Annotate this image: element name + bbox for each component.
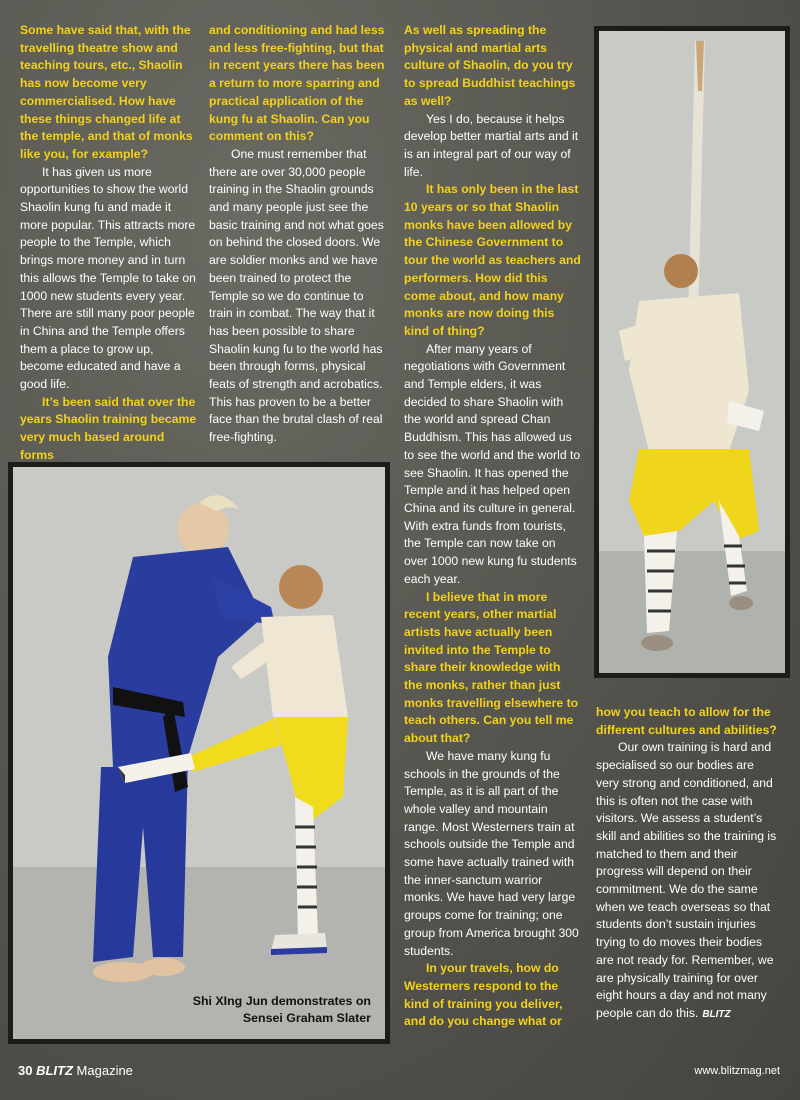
answer-text: Our own training is hard and specialised so our bodies are very strong and conditioned, and this is often not the case with visitors. We assess a student’s skill and abilities so the training is matched to them and their progress will depend on their commitment. We do the same when we teach overseas so that students don’t sustain injuries trying to do moves their bodies are not ready for. Remember, we are physically training for over eight hours a day and not many people can do this. xyxy=(596,740,777,1020)
sparring-illustration xyxy=(13,467,385,1039)
caption-line: Shi XIng Jun demonstrates on xyxy=(192,994,371,1008)
interview-question: I believe that in more recent years, other martial artists have actually been invited into the Temple to share their knowledge with the monks, rather than just monks travelling elsewhere to teach others. Can you tell me about that? xyxy=(404,589,579,746)
interview-question-continued: how you teach to allow for the different cultures and abilities? xyxy=(596,705,777,737)
article-column-2 xyxy=(209,22,389,447)
website-url: www.blitzmag.net xyxy=(694,1065,780,1077)
monk-with-staff-photo xyxy=(594,26,790,678)
page-number: 30 xyxy=(18,1063,33,1078)
photo-caption xyxy=(193,993,371,1027)
sparring-photo xyxy=(8,462,390,1044)
interview-question: It’s been said that over the years Shaolin training became very much based around forms xyxy=(20,394,197,462)
monk-illustration xyxy=(599,31,785,673)
interview-answer: After many years of negotiations with Government and Temple elders, it was decided to share Shaolin with the world and spread Chan Buddhism. This has allowed us to see the world and the world to see Shaolin. It has opened the Temple and it has helped open China and its culture in general. With extra funds from tourists, the Temple can now take on over 1000 new kung fu students each year. xyxy=(404,341,581,586)
magazine-label: Magazine xyxy=(76,1063,133,1078)
article-column-4 xyxy=(596,704,778,1024)
page-footer-left xyxy=(18,1063,133,1078)
interview-question-continued: and conditioning and had less and less free-fighting, but that in recent years there has been a return to more sparring and practical application of the kung fu at Shaolin. Can you comment on this? xyxy=(209,23,385,144)
interview-question: Some have said that, with the travelling theatre show and teaching tours, etc., Shaolin has now become very commercialised. How have these things changed life at the temple, and that of monks like you, for example? xyxy=(20,23,193,161)
article-column-1 xyxy=(20,22,198,465)
article-column-3 xyxy=(404,22,582,1031)
interview-answer: Yes I do, because it helps develop better martial arts and it is an integral part of our way of life. xyxy=(404,111,579,179)
end-mark-logo: BLITZ xyxy=(702,1008,731,1020)
magazine-brand: BLITZ xyxy=(36,1063,73,1078)
interview-question: As well as spreading the physical and martial arts culture of Shaolin, do you try to spread Buddhist teachings as well? xyxy=(404,23,576,108)
caption-line: Sensei Graham Slater xyxy=(242,1011,371,1025)
interview-answer: We have many kung fu schools in the grounds of the Temple, as it is all part of the whole valley and mountain range. Most Westerners train at schools outside the Temple and some have actually trained with the inner-sanctum warrior monks. We have had very large groups come for training; one group from America brought 300 students. xyxy=(404,748,579,958)
interview-answer: It has given us more opportunities to show the world Shaolin kung fu and made it more popular. This attracts more people to the Temple, which brings more money and in turn this allows the Temple to take on 1000 new students every year. There are still many poor people in China and the Temple offers them a place to grow up, become educated and have a good life. xyxy=(20,164,196,392)
interview-answer xyxy=(596,739,778,1023)
interview-answer: One must remember that there are over 30,000 people training in the Shaolin grounds and many people just see the basic training and not what goes on behind the closed doors. We are soldier monks and we have been trained to protect the Temple so we do continue to train in combat. The way that it has been possible to share Shaolin kung fu to the world has been through forms, physical feats of strength and acrobatics. This has proven to be a better face than the brutal clash of real free-fighting. xyxy=(209,146,384,445)
interview-question: In your travels, how do Westerners respond to the kind of training you deliver, and do you change what or xyxy=(404,961,563,1029)
interview-question: It has only been in the last 10 years or so that Shaolin monks have been allowed by the Chinese Government to tour the world as teachers and performers. How did this come about, and how many monks are now doing this kind of thing? xyxy=(404,182,581,338)
